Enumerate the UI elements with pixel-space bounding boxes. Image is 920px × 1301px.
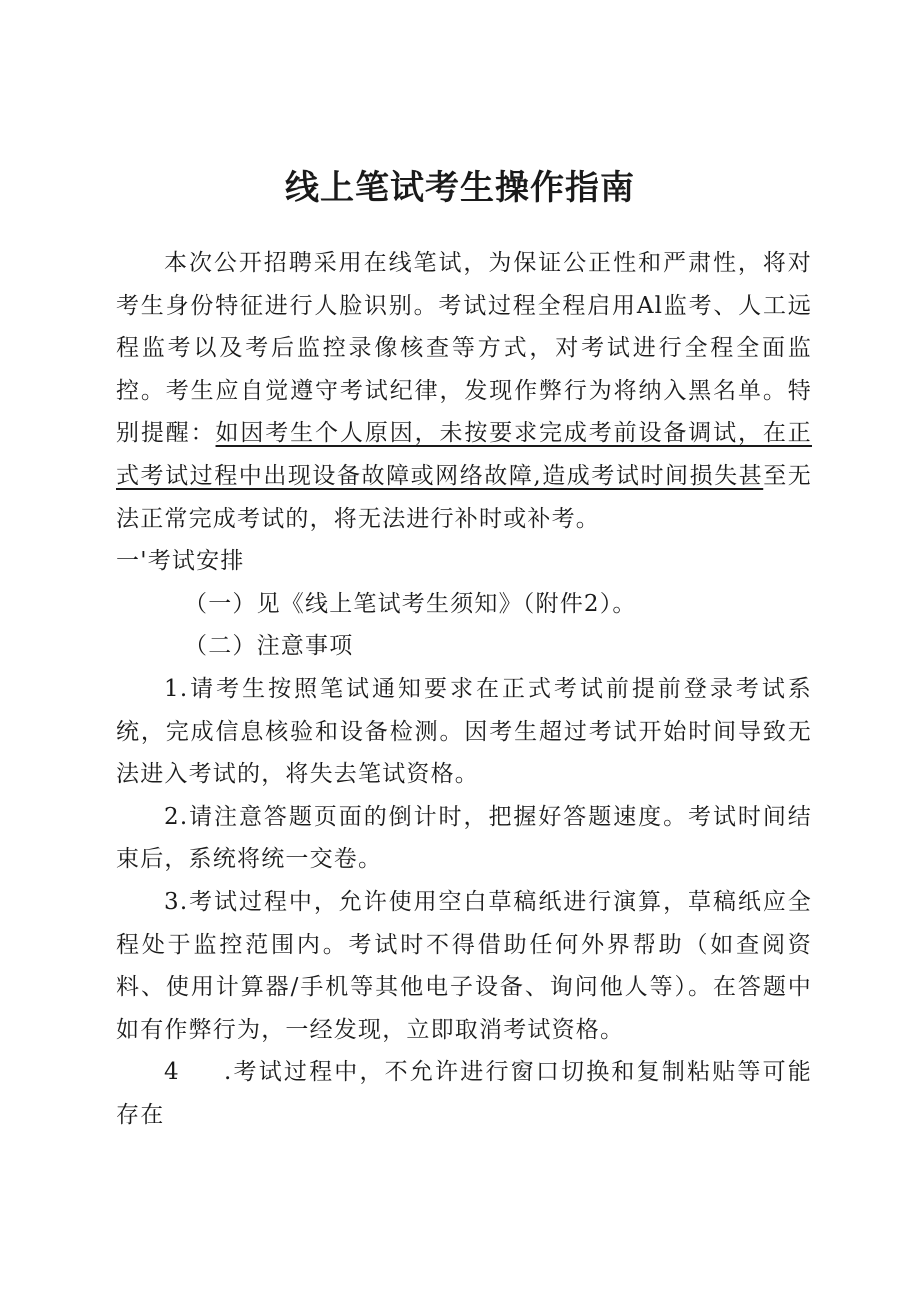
note-number: 3	[164, 888, 180, 915]
document-body	[116, 242, 812, 1136]
note-text: .考试过程中，允许使用空白草稿纸进行演算，草稿纸应全程处于监控范围内。考试时不得借助任何外界帮助（如查阅资料、使用计算器/手机等其他电子设备、询问他人等）。在答题中如有作弊行为，一经发现，立即取消考试资格。	[116, 888, 812, 1043]
item-one: （一）见《线上笔试考生须知》（附件2）。	[184, 590, 637, 617]
note-paragraph	[116, 796, 812, 881]
document-title: 线上笔试考生操作指南	[285, 168, 635, 208]
section-heading: 一'考试安排	[116, 548, 245, 575]
item-two: （二）注意事项	[184, 633, 354, 660]
intro-text: 本次公开招聘采用在线笔试，为保证公正性和严肃性，将对考生身份特征进行人脸识别。考试过程全程启用Al监考、人工远程监考以及考后监控录像核查等方式，对考试进行全程全面监控。考生应自觉遵守考试纪律，发现作弊行为将纳入黑名单。特别提醒：	[116, 250, 812, 447]
note-number: 4	[164, 1059, 180, 1086]
note-text: .请考生按照笔试通知要求在正式考试前提前登录考试系统，完成信息核验和设备检测。因考生超过考试开始时间导致无法进入考试的，将失去笔试资格。	[116, 675, 812, 788]
note-paragraph	[116, 881, 812, 1051]
intro-paragraph	[116, 242, 812, 540]
note-number: 1	[164, 675, 180, 702]
note-text: .请注意答题页面的倒计时，把握好答题速度。考试时间结束后，系统将统一交卷。	[116, 803, 812, 873]
note-paragraph	[116, 668, 812, 796]
note-text: .考试过程中，不允许进行窗口切换和复制粘贴等可能存在	[116, 1059, 812, 1128]
note-paragraph	[116, 1051, 812, 1136]
intro-underlined-text: 如因考生个人原因，未按要求完成考前设备调试，在正式考试过程中出现设备故障或网络故障,造成考试时间损失甚	[116, 420, 812, 489]
intro-text-end: 至无法正常完成考试的，将无法进行补时或补考。	[116, 462, 812, 532]
note-number: 2	[164, 803, 180, 830]
